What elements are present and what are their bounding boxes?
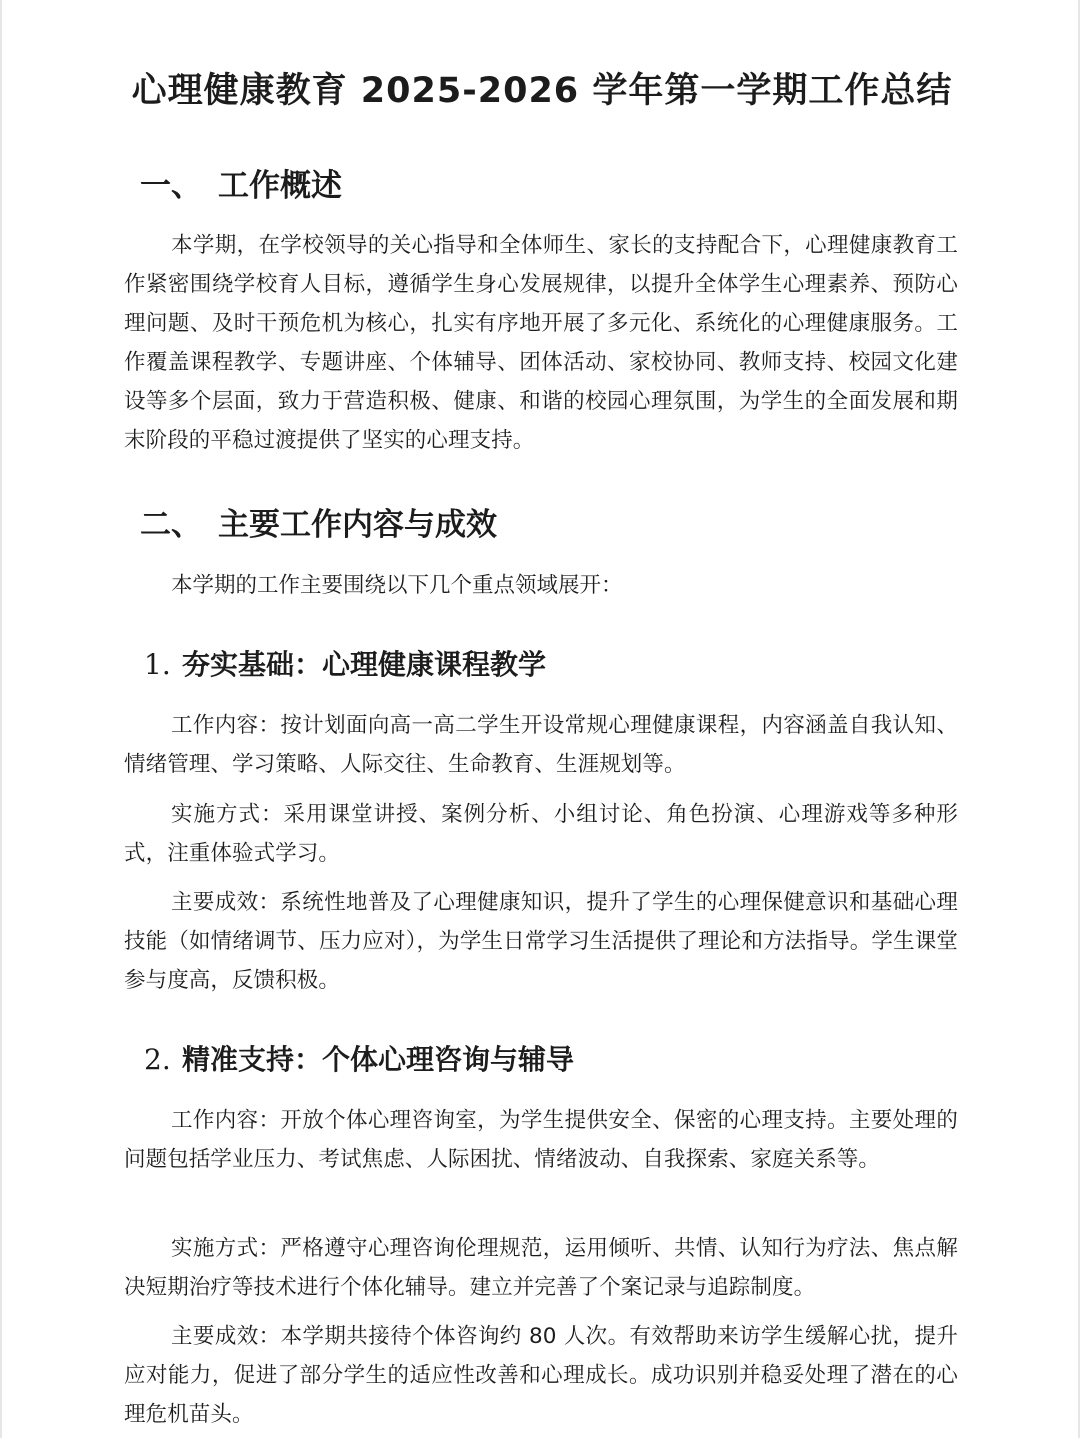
section-number: 一、 bbox=[140, 168, 202, 204]
section-title: 工作概述 bbox=[218, 168, 342, 204]
counseling-result-paragraph: 主要成效：本学期共接待个体咨询约 80 人次。有效帮助来访学生缓解心扰，提升应对能力，促进了部分学生的适应性改善和心理成长。成功识别并稳妥处理了潜在的心理危机苗头。 bbox=[124, 1324, 958, 1427]
counseling-content-paragraph: 工作内容：开放个体心理咨询室，为学生提供安全、保密的心理支持。主要处理的问题包括学业压力、考试焦虑、人际困扰、情绪波动、自我探索、家庭关系等。 bbox=[124, 1108, 958, 1172]
overview-paragraph: 本学期，在学校领导的关心指导和全体师生、家长的支持配合下，心理健康教育工作紧密围绕学校育人目标，遵循学生身心发展规律，以提升全体学生心理素养、预防心理问题、及时干预危机为核心，扎实有序地开展了多元化、系统化的心理健康服务。工作覆盖课程教学、专题讲座、个体辅导、团体活动、家校协同、教师支持、校园文化建设等多个层面，致力于营造积极、健康、和谐的校园心理氛围，为学生的全面发展和期末阶段的平稳过渡提供了坚实的心理支持。 bbox=[124, 233, 958, 453]
section-heading-overview bbox=[140, 164, 342, 208]
main-work-intro: 本学期的工作主要围绕以下几个重点领域展开： bbox=[171, 573, 623, 598]
subsection-number: 1. bbox=[144, 648, 171, 681]
section-number: 二、 bbox=[140, 507, 202, 543]
curriculum-method-paragraph: 实施方式：采用课堂讲授、案例分析、小组讨论、角色扮演、心理游戏等多种形式，注重体验式学习。 bbox=[124, 802, 958, 866]
subsection-number: 2. bbox=[144, 1043, 171, 1076]
section-title: 主要工作内容与成效 bbox=[218, 507, 497, 543]
curriculum-result-paragraph: 主要成效：系统性地普及了心理健康知识，提升了学生的心理保健意识和基础心理技能（如情绪调节、压力应对），为学生日常学习生活提供了理论和方法指导。学生课堂参与度高，反馈积极。 bbox=[124, 890, 958, 993]
counseling-method-paragraph: 实施方式：严格遵守心理咨询伦理规范，运用倾听、共情、认知行为疗法、焦点解决短期治疗等技术进行个体化辅导。建立并完善了个案记录与追踪制度。 bbox=[124, 1236, 958, 1300]
subsection-heading-counseling bbox=[144, 1040, 574, 1080]
document-title: 心理健康教育 2025-2026 学年第一学期工作总结 bbox=[131, 71, 953, 111]
section-heading-main-work bbox=[140, 503, 497, 547]
subsection-heading-curriculum bbox=[144, 645, 546, 685]
subsection-title: 夯实基础：心理健康课程教学 bbox=[182, 648, 547, 681]
subsection-title: 精准支持：个体心理咨询与辅导 bbox=[182, 1043, 575, 1076]
curriculum-content-paragraph: 工作内容：按计划面向高一高二学生开设常规心理健康课程，内容涵盖自我认知、情绪管理、学习策略、人际交往、生命教育、生涯规划等。 bbox=[124, 713, 958, 777]
